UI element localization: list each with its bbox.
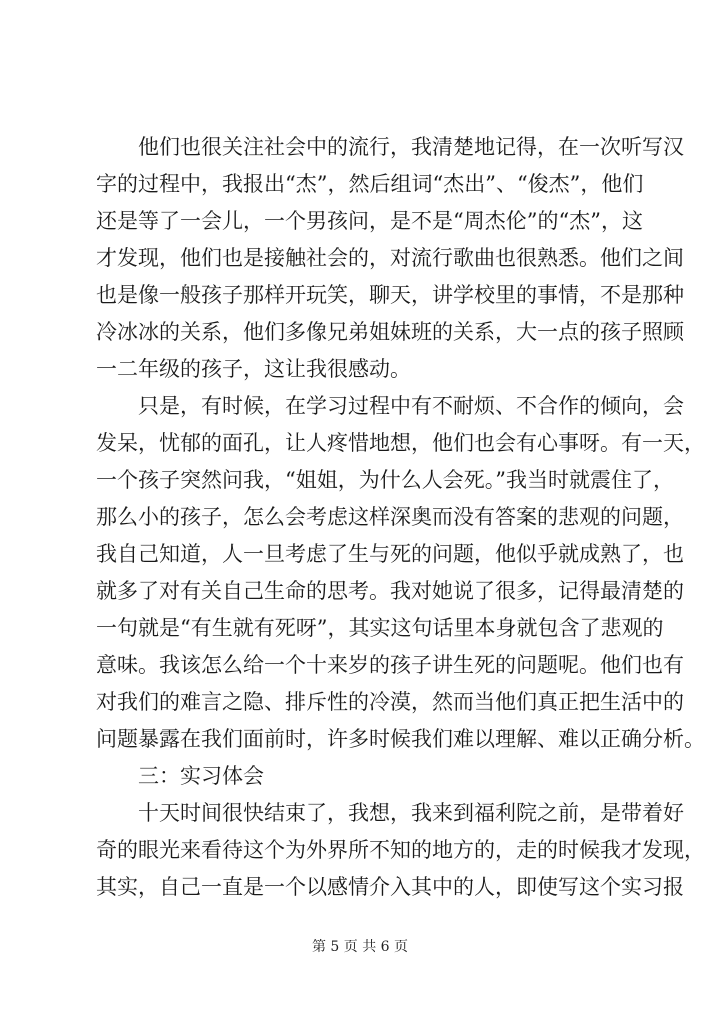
paragraph-line: 就多了对有关自己生命的思考。我对她说了很多，记得最清楚的: [96, 579, 684, 603]
paragraph-line: 奇的眼光来看待这个为外界所不知的地方的，走的时候我才发现，: [96, 838, 705, 862]
section-heading: 三：实习体会: [138, 764, 264, 788]
paragraph-line: 只是，有时候，在学习过程中有不耐烦、不合作的倾向，会: [138, 394, 684, 418]
paragraph-line: 对我们的难言之隐、排斥性的冷漠，然而当他们真正把生活中的: [96, 690, 684, 714]
page-number-footer: 第 5 页 共 6 页: [311, 939, 409, 955]
paragraph-line: 也是像一般孩子那样开玩笑，聊天，讲学校里的事情，不是那种: [96, 283, 684, 307]
paragraph-line: 那么小的孩子，怎么会考虑这样深奥而没有答案的悲观的问题，: [96, 505, 684, 529]
paragraph-line: 其实，自己一直是一个以感情介入其中的人，即使写这个实习报: [96, 875, 684, 899]
paragraph-line: 意味。我该怎么给一个十来岁的孩子讲生死的问题呢。他们也有: [96, 653, 684, 677]
paragraph-line: 发呆，忧郁的面孔，让人疼惜地想，他们也会有心事呀。有一天，: [96, 431, 705, 455]
paragraph-line: 字的过程中，我报出“杰”，然后组词“杰出”、“俊杰”，他们: [96, 172, 644, 196]
paragraph-line: 冷冰冰的关系，他们多像兄弟姐妹班的关系，大一点的孩子照顾: [96, 320, 684, 344]
paragraph-line: 还是等了一会儿，一个男孩问，是不是“周杰伦”的“杰”，这: [96, 209, 643, 233]
paragraph-line: 一二年级的孩子，这让我很感动。: [96, 357, 411, 381]
paragraph-line: 十天时间很快结束了，我想，我来到福利院之前，是带着好: [138, 801, 684, 825]
paragraph-line: 我自己知道，人一旦考虑了生与死的问题，他似乎就成熟了，也: [96, 542, 684, 566]
paragraph-line: 才发现，他们也是接触社会的，对流行歌曲也很熟悉。他们之间: [96, 246, 684, 270]
paragraph-line: 一个孩子突然问我，“姐姐，为什么人会死。”我当时就震住了，: [96, 468, 674, 492]
paragraph-line: 一句就是“有生就有死呀”，其实这句话里本身就包含了悲观的: [96, 616, 664, 640]
paragraph-line: 他们也很关注社会中的流行，我清楚地记得，在一次听写汉: [138, 135, 684, 159]
paragraph-line: 问题暴露在我们面前时，许多时候我们难以理解、难以正确分析。: [96, 727, 705, 751]
